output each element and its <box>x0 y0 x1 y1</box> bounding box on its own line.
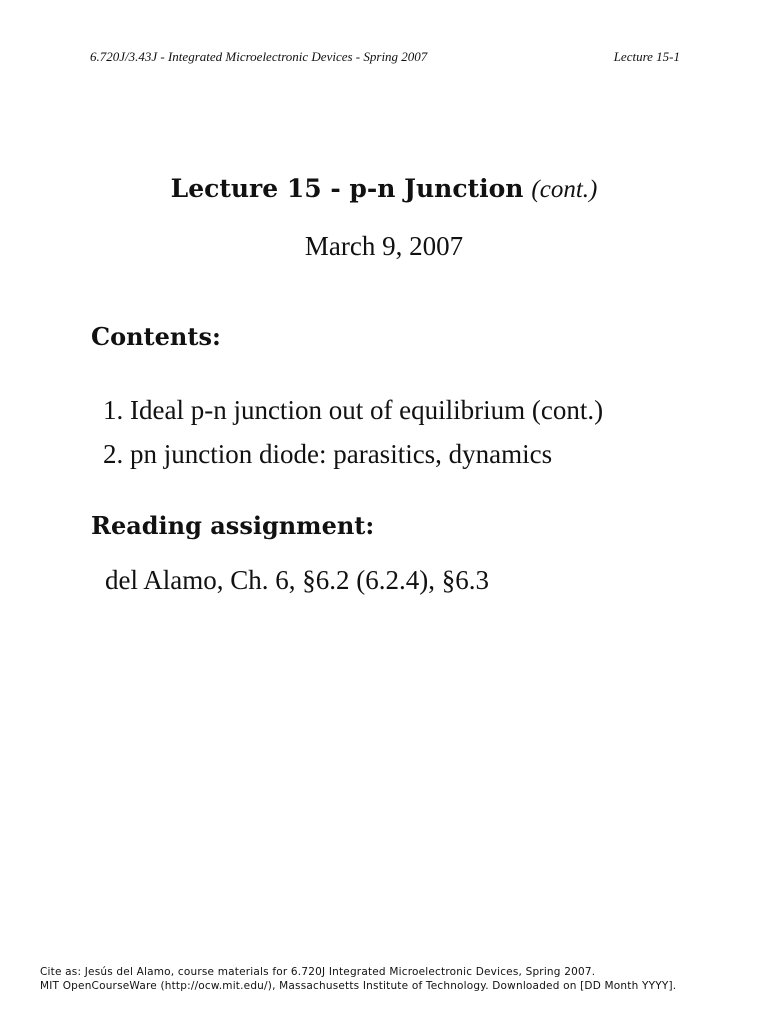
contents-item-2: 2. pn junction diode: parasitics, dynamics <box>103 439 553 469</box>
contents-list <box>103 392 603 480</box>
reading-assignment-text: del Alamo, Ch. 6, §6.2 (6.2.4), §6.3 <box>105 565 489 595</box>
reading-heading: Reading assignment: <box>91 511 375 540</box>
page-number: Lecture 15-1 <box>613 49 680 64</box>
citation-footer <box>40 965 676 993</box>
lecture-title <box>0 174 768 204</box>
citation-line-1: Cite as: Jesús del Alamo, course materials for 6.720J Integrated Microelectronic Devices, Spring 2007. <box>40 966 596 978</box>
lecture-date: March 9, 2007 <box>304 231 464 261</box>
citation-line-2: MIT OpenCourseWare (http://ocw.mit.edu/), Massachusetts Institute of Technology. Downloaded on [DD Month YYYY]. <box>40 980 677 992</box>
lecture-title-sub: (cont.) <box>531 176 598 203</box>
contents-item-1: 1. Ideal p-n junction out of equilibrium (cont.) <box>103 395 604 425</box>
lecture-title-main: Lecture 15 - p-n Junction <box>170 174 524 203</box>
contents-heading: Contents: <box>91 322 221 351</box>
course-header: 6.720J/3.43J - Integrated Microelectronic Devices - Spring 2007 <box>90 49 428 64</box>
